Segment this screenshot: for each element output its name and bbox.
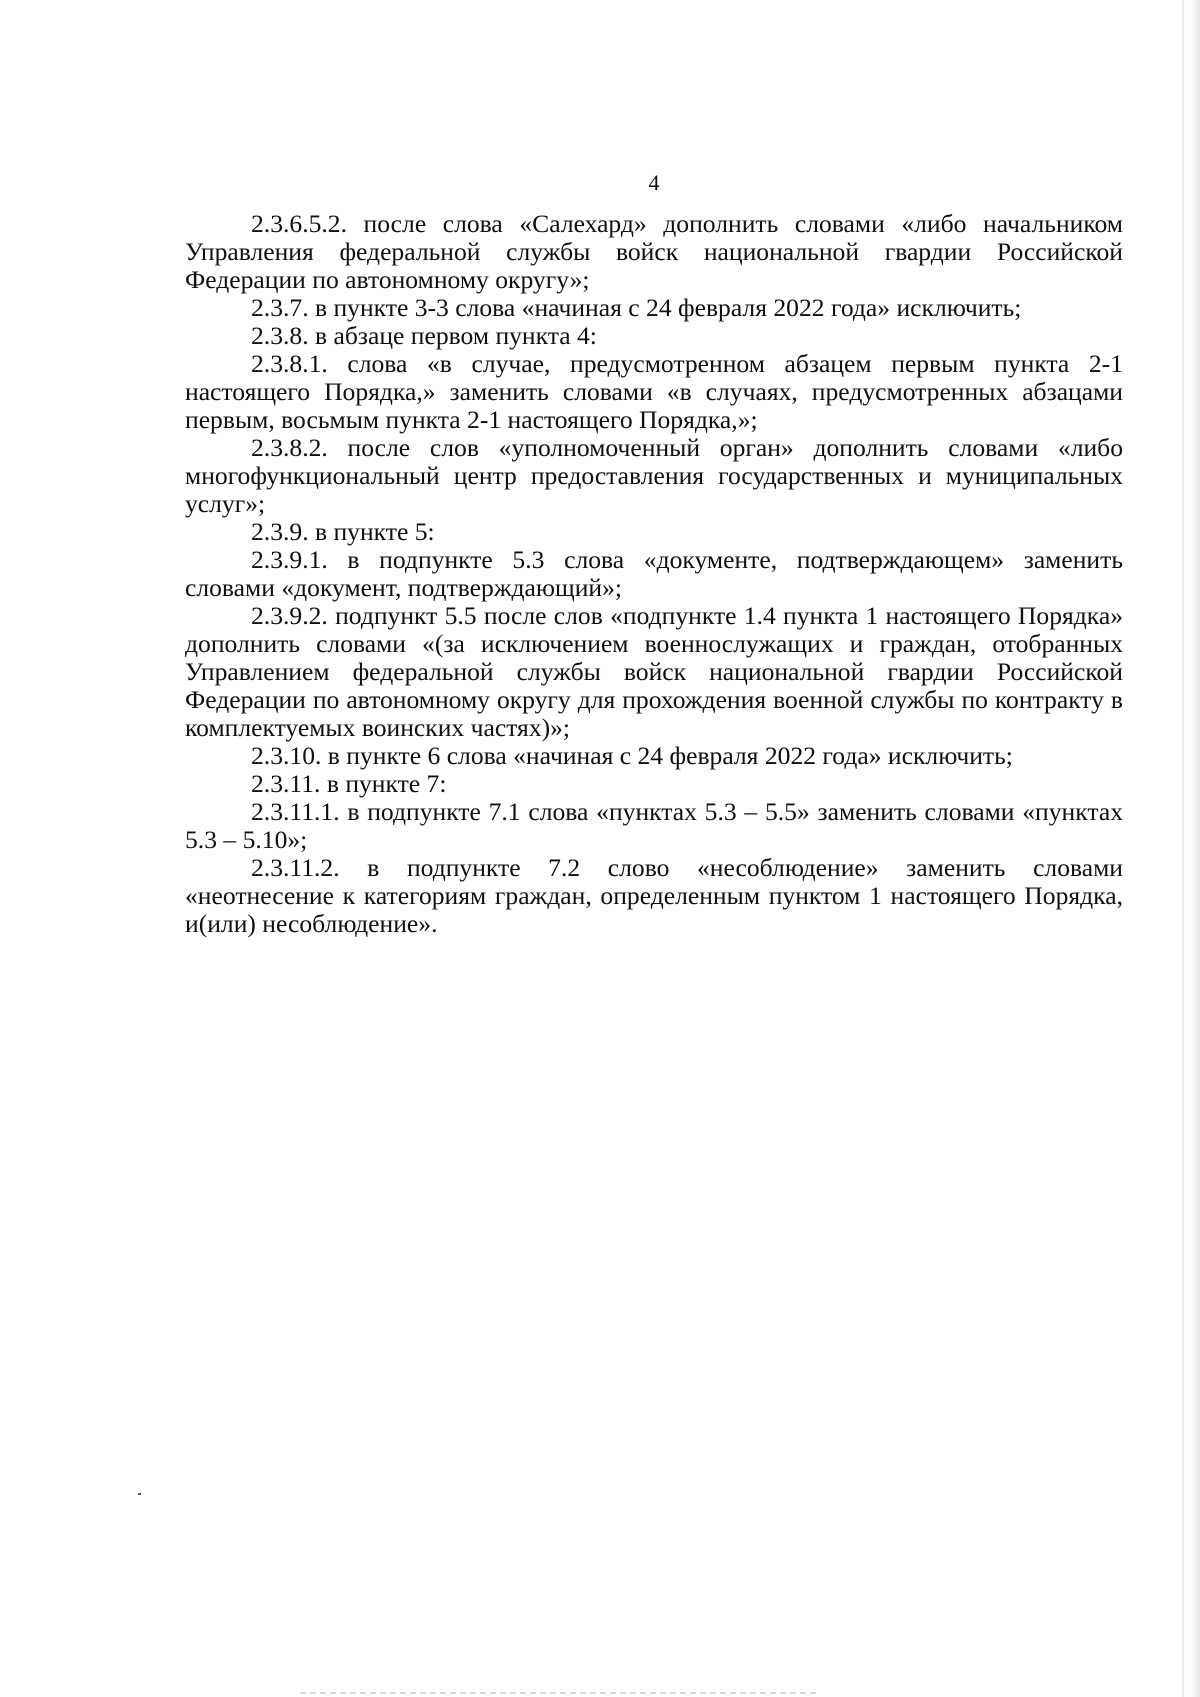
paragraph-2-3-10: 2.3.10. в пункте 6 слова «начиная с 24 февраля 2022 года» исключить; (251, 741, 1013, 770)
paragraph-2-3-11: 2.3.11. в пункте 7: (251, 769, 447, 798)
paragraph-2-3-9-1: 2.3.9.1. в подпункте 5.3 слова «документе, подтверждающем» заменить словами «документ, подтверждающий»; (185, 545, 1123, 602)
page-number: 4 (648, 170, 660, 195)
paragraph-2-3-8: 2.3.8. в абзаце первом пункта 4: (251, 321, 597, 350)
paragraph-2-3-9-2: 2.3.9.2. подпункт 5.5 после слов «подпункте 1.4 пункта 1 настоящего Порядка» дополнить словами «(за исключением военнослужащих и граждан, отобранных Управлением федеральной службы войск национальной гвардии Российской Федерации по автономному округу для прохождения военной службы по контракту в комплектуемых воинских частях)»; (185, 601, 1123, 742)
scan-edge-line (1182, 0, 1184, 1697)
paragraph-2-3-11-1: 2.3.11.1. в подпункте 7.1 слова «пунктах 5.3 – 5.5» заменить словами «пунктах 5.3 – 5.10»; (185, 797, 1123, 854)
paragraph-2-3-11-2: 2.3.11.2. в подпункте 7.2 слово «несоблюдение» заменить словами «неотнесение к категориям граждан, определенным пунктом 1 настоящего Порядка, и(или) несоблюдение». (185, 853, 1123, 938)
paragraph-2-3-8-1: 2.3.8.1. слова «в случае, предусмотренном абзацем первым пункта 2-1 настоящего Порядка,» заменить словами «в случаях, предусмотренных абзацами первым, восьмым пункта 2-1 настоящего Порядка,»; (185, 349, 1123, 434)
document-body (185, 210, 1123, 938)
scan-footer-artifact (300, 1692, 820, 1694)
paragraph-2-3-7: 2.3.7. в пункте 3-3 слова «начиная с 24 февраля 2022 года» исключить; (251, 293, 1022, 322)
paragraph-2-3-9: 2.3.9. в пункте 5: (251, 517, 435, 546)
scan-edge-shadow (1190, 0, 1200, 1697)
scan-speck (138, 1493, 141, 1495)
paragraph-2-3-6-5-2: 2.3.6.5.2. после слова «Салехард» дополнить словами «либо начальником Управления федеральной службы войск национальной гвардии Российской Федерации по автономному округу»; (185, 209, 1123, 294)
paragraph-2-3-8-2: 2.3.8.2. после слов «уполномоченный орган» дополнить словами «либо многофункциональный центр предоставления государственных и муниципальных услуг»; (185, 433, 1123, 518)
